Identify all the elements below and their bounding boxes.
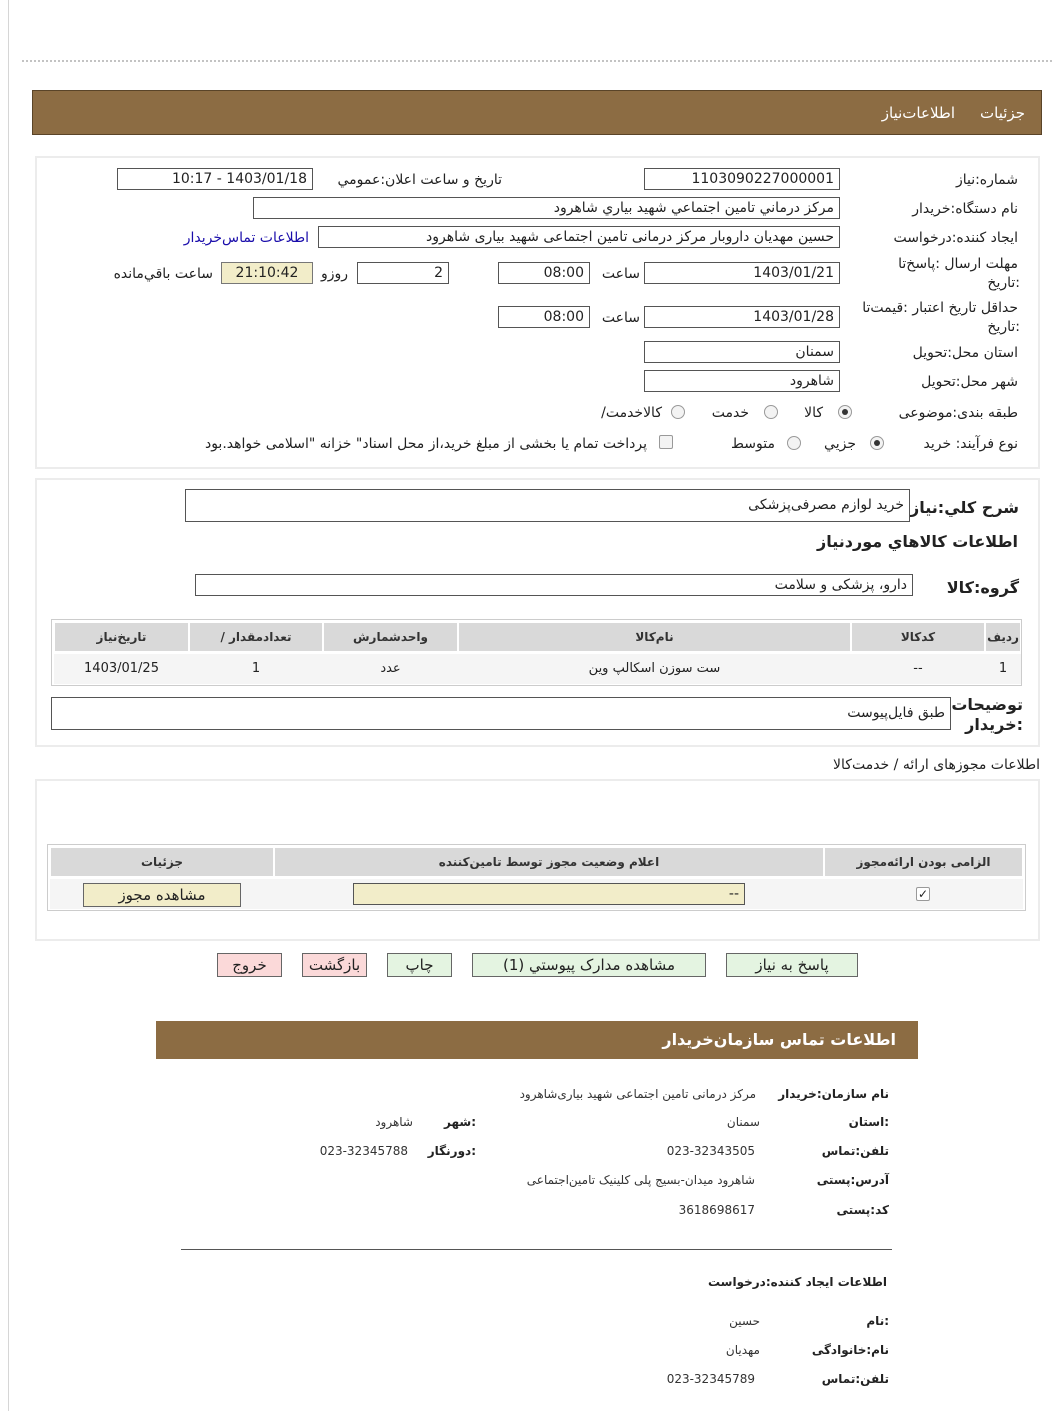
creator-info-title: اطلاعات ایجاد کننده:درخواست bbox=[707, 1275, 887, 1289]
payment-checkbox[interactable] bbox=[659, 435, 673, 449]
city-label: شهر محل:تحویل bbox=[921, 374, 1018, 390]
creator-name-label: :نام bbox=[866, 1314, 889, 1328]
remaining-label: ساعت باقي‌مانده bbox=[113, 266, 213, 282]
contact-province-value: سمنان bbox=[726, 1115, 760, 1129]
buyer-org-label: نام دستگاه:خریدار bbox=[912, 201, 1018, 217]
creator-field: حسین مهدیان داروبار مرکز درمانی تامین اجتماعی شهید بیاری شاهرود bbox=[318, 226, 840, 248]
announce-field: 1403/01/18 - 10:17 bbox=[117, 168, 313, 190]
category-option-service: خدمت bbox=[711, 405, 749, 421]
deadline-label-date: :تاریخ bbox=[987, 275, 1020, 291]
cell-qty: 1 bbox=[251, 661, 261, 676]
creator-phone-label: تلفن:تماس bbox=[821, 1372, 889, 1386]
need-number-field: 1103090227000001 bbox=[644, 168, 840, 190]
validity-label: حداقل تاریخ اعتبار :قیمت‌تا bbox=[862, 300, 1018, 316]
payment-note: پرداخت تمام یا بخشی از مبلغ خرید،از محل اسناد" خزانه "اسلامی خواهد.بود bbox=[204, 436, 647, 452]
col-permit-required: الزامی بودن ارائه‌مجوز bbox=[824, 847, 1023, 877]
exit-button[interactable]: خروج bbox=[217, 953, 282, 977]
general-desc-label: شرح کلي:نیاز bbox=[910, 498, 1019, 517]
creator-phone-value: 023-32345789 bbox=[666, 1372, 755, 1386]
goods-table bbox=[51, 619, 1022, 686]
deadline-label: مهلت ارسال :پاسخ‌تا bbox=[898, 256, 1018, 272]
cell-name: ست سوزن اسکالپ وین bbox=[588, 661, 721, 676]
col-code: کدکالا bbox=[851, 622, 985, 652]
creator-label: ایجاد کننده:درخواست bbox=[893, 230, 1018, 246]
province-field: سمنان bbox=[644, 341, 840, 363]
cell-unit: عدد bbox=[380, 661, 401, 676]
contact-title: اطلاعات تماس سازمان‌خریدار bbox=[662, 1030, 896, 1049]
org-value: مرکز درمانی تامین اجتماعی شهید بیاری‌شاهرود bbox=[519, 1087, 756, 1101]
process-radio-minor[interactable] bbox=[870, 436, 884, 450]
category-option-goods-service: کالاخدمت/ bbox=[601, 405, 662, 421]
contact-city-label: :شهر bbox=[444, 1115, 476, 1129]
validity-label-date: :تاریخ bbox=[987, 319, 1020, 335]
need-number-label: شماره:نیاز bbox=[955, 172, 1018, 188]
deadline-time-label: ساعت bbox=[601, 266, 640, 282]
contact-divider bbox=[181, 1249, 892, 1250]
cell-row: 1 bbox=[998, 661, 1008, 676]
org-label: نام سازمان:خریدار bbox=[778, 1087, 889, 1101]
process-option-medium: متوسط bbox=[731, 436, 775, 452]
col-name: نام‌کالا bbox=[458, 622, 851, 652]
top-separator bbox=[22, 60, 1052, 62]
category-label: طبقه بندی:موضوعی bbox=[898, 405, 1018, 421]
tab-details[interactable]: جزئیات bbox=[980, 104, 1025, 122]
buyer-notes-label: توضیحات bbox=[951, 695, 1023, 714]
contact-header bbox=[156, 1021, 918, 1059]
city-field: شاهرود bbox=[644, 370, 840, 392]
process-label: نوع فرآیند: خرید bbox=[923, 436, 1018, 452]
view-permit-button[interactable]: مشاهده مجوز bbox=[83, 883, 241, 907]
permit-status-field: -- bbox=[353, 883, 745, 905]
buyer-notes-label-2: :خریدار bbox=[965, 715, 1023, 734]
permits-table bbox=[47, 844, 1026, 911]
address-label: آدرس:پستی bbox=[816, 1173, 889, 1187]
col-unit: واحدشمارش bbox=[323, 622, 458, 652]
back-button[interactable]: بازگشت bbox=[302, 953, 367, 977]
category-radio-goods[interactable] bbox=[838, 405, 852, 419]
province-label: استان محل:تحویل bbox=[912, 345, 1018, 361]
days-field: 2 bbox=[357, 262, 449, 284]
category-radio-goods-service[interactable] bbox=[671, 405, 685, 419]
col-qty: / تعدادمقدار bbox=[189, 622, 323, 652]
group-label: گروه:کالا bbox=[946, 578, 1019, 597]
reply-button[interactable]: پاسخ به نیاز bbox=[726, 953, 858, 977]
creator-name-value: حسین bbox=[729, 1314, 760, 1328]
buyer-contact-link[interactable]: اطلاعات تماس‌خریدار bbox=[183, 230, 309, 246]
col-permit-status: اعلام وضعیت مجوز توسط تامین‌کننده bbox=[274, 847, 824, 877]
contact-city-value: شاهرود bbox=[375, 1115, 413, 1129]
category-radio-service[interactable] bbox=[764, 405, 778, 419]
goods-title: اطلاعات کالاهاي موردنیاز bbox=[817, 532, 1018, 551]
buyer-org-field: مرکز درماني تامين اجتماعي شهيد بياري شاهرود bbox=[253, 197, 840, 219]
buyer-notes-field: طبق فایل‌پیوست bbox=[51, 697, 951, 730]
header-bar bbox=[32, 90, 1042, 135]
creator-family-label: نام:خانوادگی bbox=[811, 1343, 889, 1357]
phone-label: تلفن:تماس bbox=[821, 1144, 889, 1158]
process-radio-medium[interactable] bbox=[787, 436, 801, 450]
permits-title: اطلاعات مجوزهای ارائه / خدمت‌کالا bbox=[833, 757, 1040, 773]
cell-code: -- bbox=[913, 661, 923, 676]
tab-need-info[interactable]: اطلاعات‌نیاز bbox=[881, 104, 955, 122]
validity-time-label: ساعت bbox=[601, 310, 640, 326]
permit-required-checkbox[interactable]: ✓ bbox=[917, 887, 929, 901]
general-desc-field: خرید لوازم مصرفی‌پزشکی bbox=[185, 489, 910, 522]
phone-value: 023-32343505 bbox=[666, 1144, 755, 1158]
deadline-time-field: 08:00 bbox=[498, 262, 590, 284]
category-option-goods: کالا bbox=[804, 405, 823, 421]
col-date: تاریخ‌نیاز bbox=[54, 622, 189, 652]
print-button[interactable]: چاپ bbox=[387, 953, 452, 977]
table-row bbox=[54, 654, 1021, 684]
remaining-time-field: 21:10:42 bbox=[221, 262, 313, 284]
contact-province-label: :استان bbox=[848, 1115, 889, 1129]
validity-date-field: 1403/01/28 bbox=[644, 306, 840, 328]
postal-value: 3618698617 bbox=[678, 1203, 755, 1217]
page-left-border bbox=[8, 0, 9, 1411]
col-permit-details: جزئیات bbox=[50, 847, 274, 877]
days-label: روزو bbox=[320, 266, 348, 282]
fax-value: 023-32345788 bbox=[319, 1144, 408, 1158]
validity-time-field: 08:00 bbox=[498, 306, 590, 328]
creator-family-value: مهدیان bbox=[725, 1343, 760, 1357]
col-row: ردیف bbox=[985, 622, 1021, 652]
postal-label: کد:پستی bbox=[836, 1203, 889, 1217]
process-option-minor: جزيي bbox=[824, 436, 856, 452]
deadline-date-field: 1403/01/21 bbox=[644, 262, 840, 284]
fax-label: :دورنگار bbox=[427, 1144, 476, 1158]
address-value: شاهرود میدان-بسیج پلی کلینیک تامین‌اجتماعی bbox=[526, 1173, 755, 1187]
announce-label: تاریخ و ساعت اعلان:عمومي bbox=[337, 172, 502, 188]
view-docs-button[interactable]: مشاهده مدارک پیوستي (1) bbox=[472, 953, 706, 977]
cell-date: 1403/01/25 bbox=[84, 661, 159, 676]
group-field: دارو، پزشکی و سلامت bbox=[195, 574, 913, 596]
